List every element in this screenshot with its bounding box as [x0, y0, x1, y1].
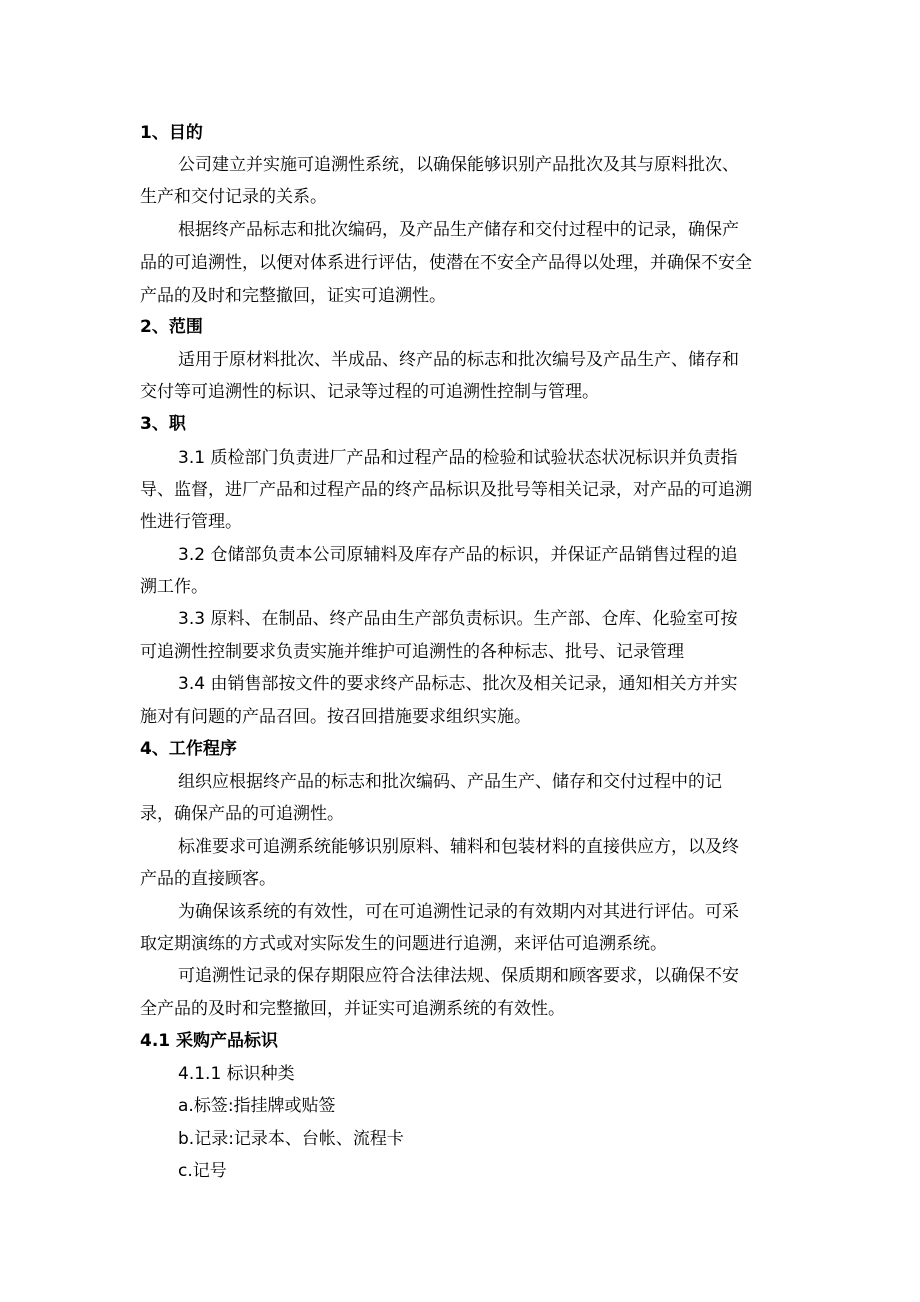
paragraph-line: 为确保该系统的有效性，可在可追溯性记录的有效期内对其进行评估。可采	[178, 902, 739, 922]
paragraph-line: 溯工作。	[140, 577, 208, 597]
paragraph-line: 全产品的及时和完整撤回，并证实可追溯系统的有效性。	[140, 999, 565, 1019]
paragraph-line: 录，确保产品的可追溯性。	[140, 804, 344, 824]
paragraph-line: 可追溯性记录的保存期限应符合法律法规、保质期和顾客要求，以确保不安	[178, 966, 739, 986]
list-item: c.记号	[178, 1161, 227, 1181]
paragraph-line: 3.1 质检部门负责进厂产品和过程产品的检验和试验状态状况标识并负责指	[178, 448, 738, 468]
paragraph-line: 生产和交付记录的关系。	[140, 187, 327, 207]
list-item: a.标签:指挂牌或贴签	[178, 1096, 336, 1116]
paragraph-line: 3.3 原料、在制品、终产品由生产部负责标识。生产部、仓库、化验室可按	[178, 609, 738, 629]
paragraph-line: 公司建立并实施可追溯性系统，以确保能够识别产品批次及其与原料批次、	[178, 155, 739, 175]
paragraph-line: 产品的直接顾客。	[140, 869, 276, 889]
section-heading-purpose: 1、目的	[140, 123, 203, 143]
paragraph-line: 根据终产品标志和批次编码，及产品生产储存和交付过程中的记录，确保产	[178, 220, 739, 240]
paragraph-line: 适用于原材料批次、半成品、终产品的标志和批次编号及产品生产、储存和	[178, 350, 739, 370]
paragraph-line: 组织应根据终产品的标志和批次编码、产品生产、储存和交付过程中的记	[178, 772, 722, 792]
paragraph-line: 导、监督，进厂产品和过程产品的终产品标识及批号等相关记录，对产品的可追溯	[140, 480, 752, 500]
paragraph-line: 标准要求可追溯系统能够识别原料、辅料和包装材料的直接供应方，以及终	[178, 837, 739, 857]
paragraph-line: 交付等可追溯性的标识、记录等过程的可追溯性控制与管理。	[140, 382, 599, 402]
paragraph-line: 取定期演练的方式或对实际发生的问题进行追溯，来评估可追溯系统。	[140, 934, 667, 954]
paragraph-line: 可追溯性控制要求负责实施并维护可追溯性的各种标志、批号、记录管理	[140, 642, 684, 662]
paragraph-line: 品的可追溯性，以便对体系进行评估，使潜在不安全产品得以处理，并确保不安全	[140, 253, 752, 273]
section-heading-procedure: 4、工作程序	[140, 739, 237, 759]
section-heading-scope: 2、范围	[140, 317, 203, 337]
list-heading: 4.1.1 标识种类	[178, 1064, 295, 1084]
paragraph-line: 性进行管理。	[140, 512, 242, 532]
paragraph-line: 3.2 仓储部负责本公司原辅料及库存产品的标识，并保证产品销售过程的追	[178, 545, 738, 565]
section-heading-duties: 3、职	[140, 414, 186, 434]
subsection-heading-procurement: 4.1 采购产品标识	[140, 1031, 279, 1051]
list-item: b.记录:记录本、台帐、流程卡	[178, 1129, 404, 1149]
paragraph-line: 产品的及时和完整撤回，证实可追溯性。	[140, 286, 446, 306]
paragraph-line: 施对有问题的产品召回。按召回措施要求组织实施。	[140, 707, 531, 727]
paragraph-line: 3.4 由销售部按文件的要求终产品标志、批次及相关记录，通知相关方并实	[178, 674, 738, 694]
